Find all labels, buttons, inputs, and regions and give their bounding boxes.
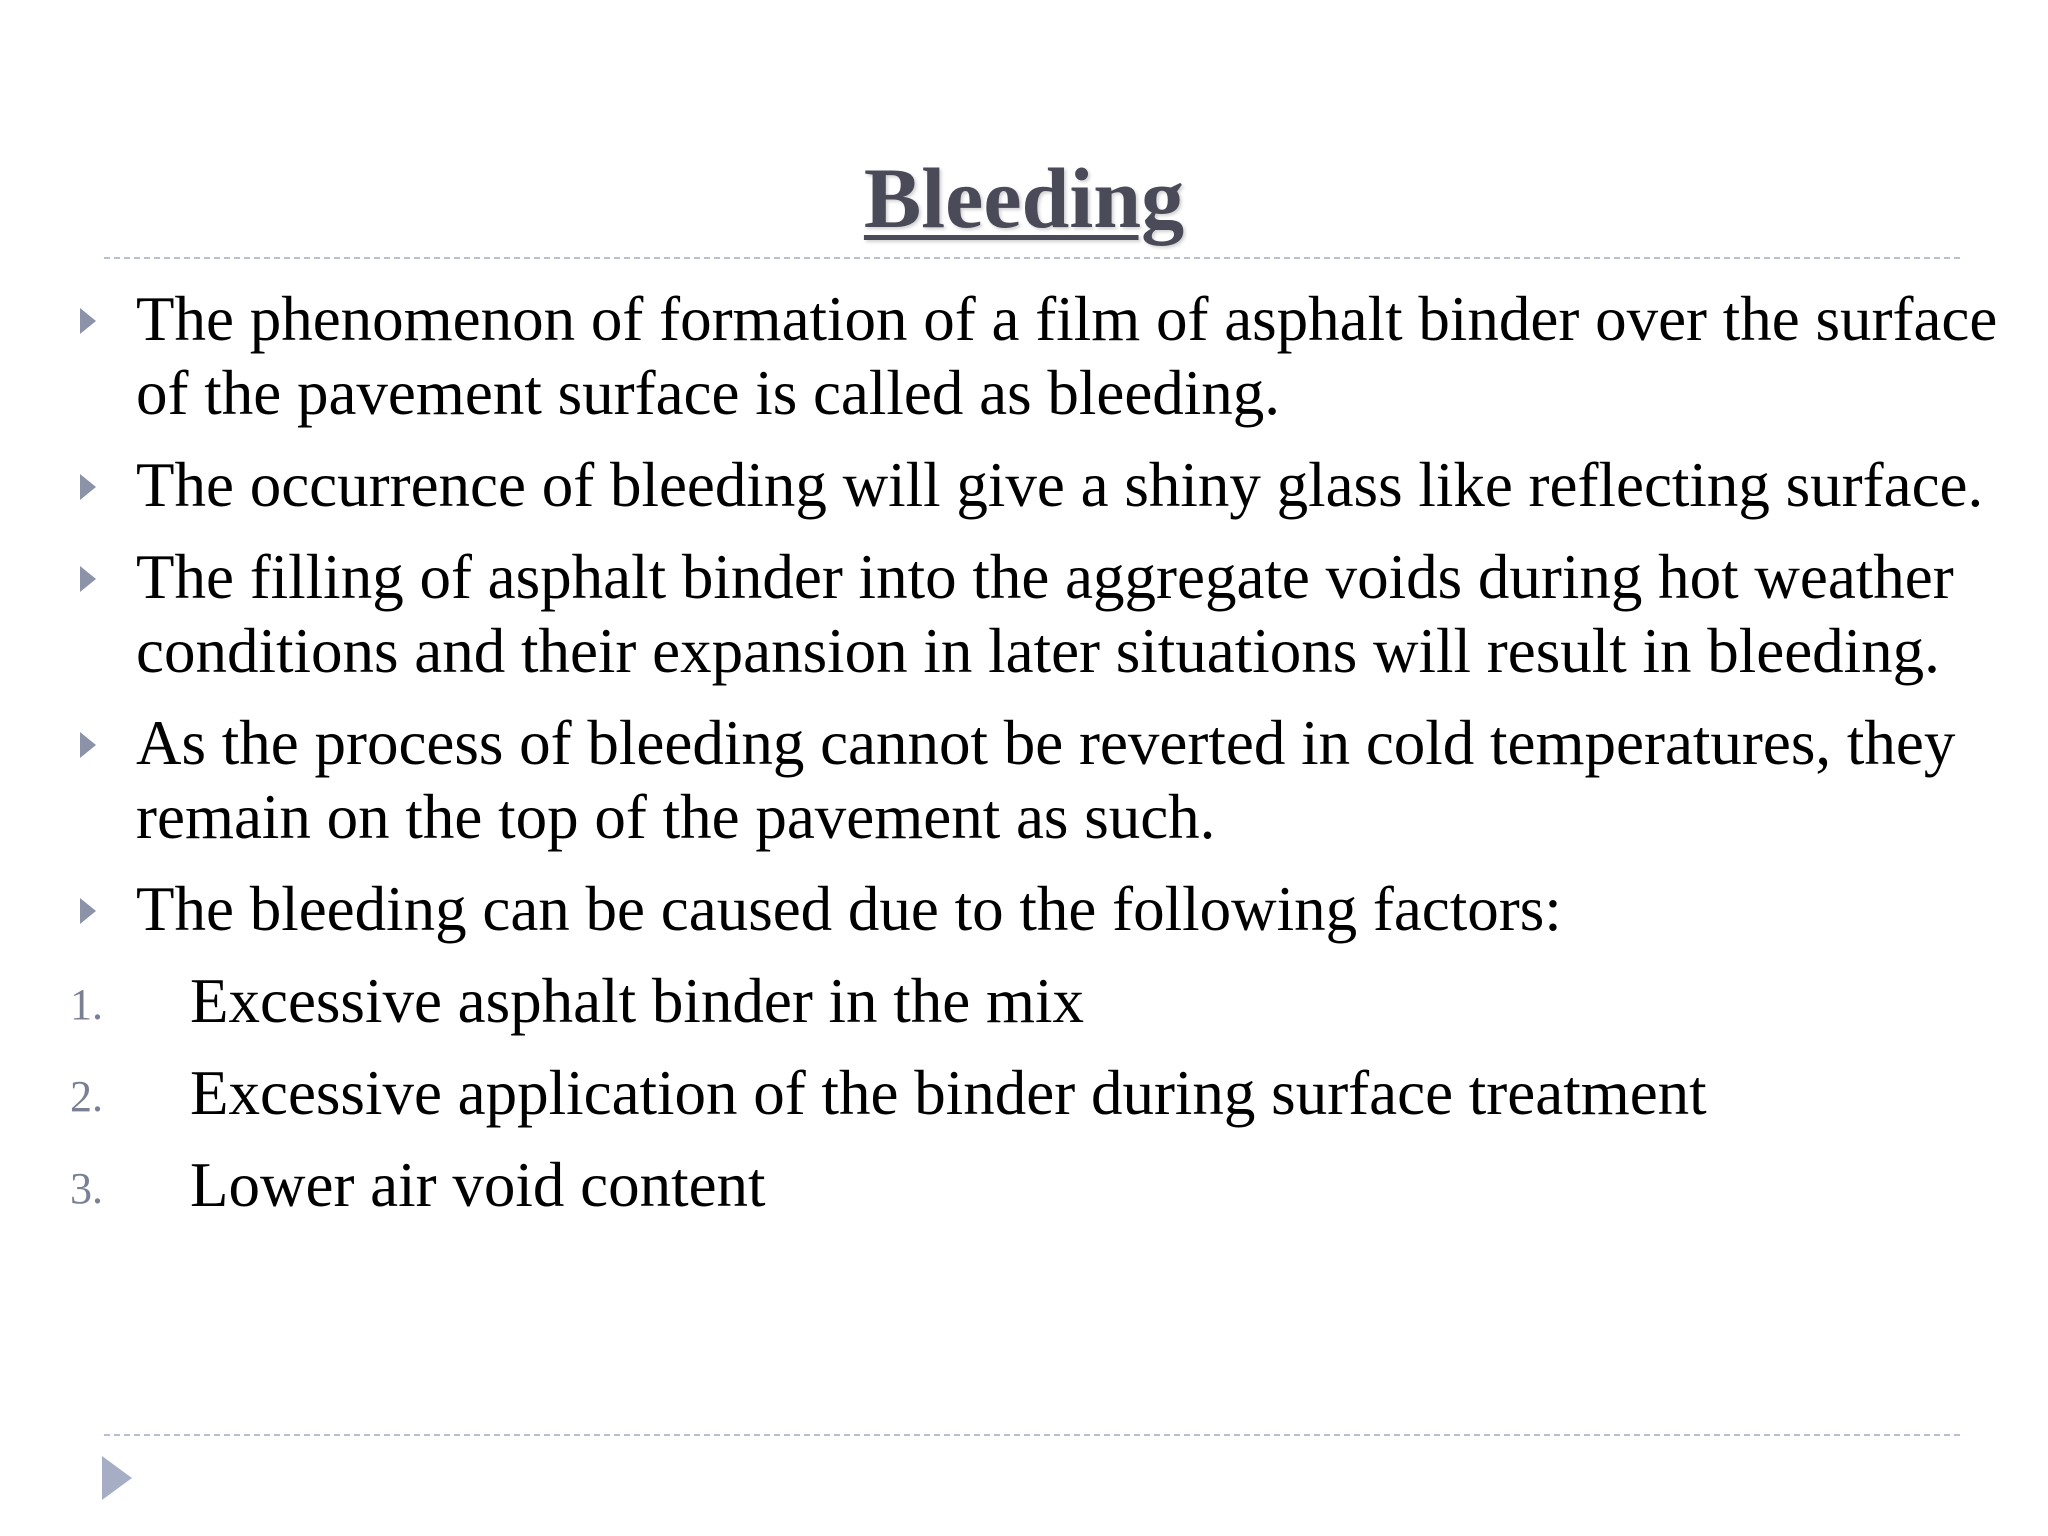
numbered-text: Excessive application of the binder during surface treatment xyxy=(190,1058,1707,1128)
triangle-right-icon xyxy=(80,566,96,592)
bullet-text: The occurrence of bleeding will give a shiny glass like reflecting surface. xyxy=(136,450,1984,520)
slide-title: Bleeding xyxy=(863,150,1185,246)
number-label: 2. xyxy=(70,1072,103,1121)
triangle-right-icon xyxy=(80,474,96,500)
bullet-text: The phenomenon of formation of a film of asphalt binder over the surface of the pavement surface is called as bleeding. xyxy=(136,284,1998,428)
footer-divider xyxy=(104,1434,1960,1436)
number-label: 3. xyxy=(70,1164,103,1213)
bullet-item xyxy=(0,872,2048,946)
bullet-text: The bleeding can be caused due to the following factors: xyxy=(136,874,1562,944)
triangle-right-icon xyxy=(80,732,96,758)
numbered-item xyxy=(0,964,2048,1038)
slide-content xyxy=(0,282,2048,1240)
bullet-item xyxy=(0,448,2048,522)
numbered-item xyxy=(0,1148,2048,1222)
bullet-text: As the process of bleeding cannot be reverted in cold temperatures, they remain on the top of the pavement as such. xyxy=(136,708,1956,852)
triangle-right-icon xyxy=(80,898,96,924)
play-arrow-icon[interactable] xyxy=(102,1456,132,1500)
bullet-item xyxy=(0,540,2048,688)
title-divider xyxy=(104,257,1960,259)
bullet-item xyxy=(0,706,2048,854)
number-label: 1. xyxy=(70,980,103,1029)
bullet-text: The filling of asphalt binder into the aggregate voids during hot weather conditions and their expansion in later situations will result in bleeding. xyxy=(136,542,1954,686)
bullet-item xyxy=(0,282,2048,430)
triangle-right-icon xyxy=(80,308,96,334)
numbered-text: Lower air void content xyxy=(190,1150,766,1220)
numbered-item xyxy=(0,1056,2048,1130)
numbered-text: Excessive asphalt binder in the mix xyxy=(190,966,1085,1036)
